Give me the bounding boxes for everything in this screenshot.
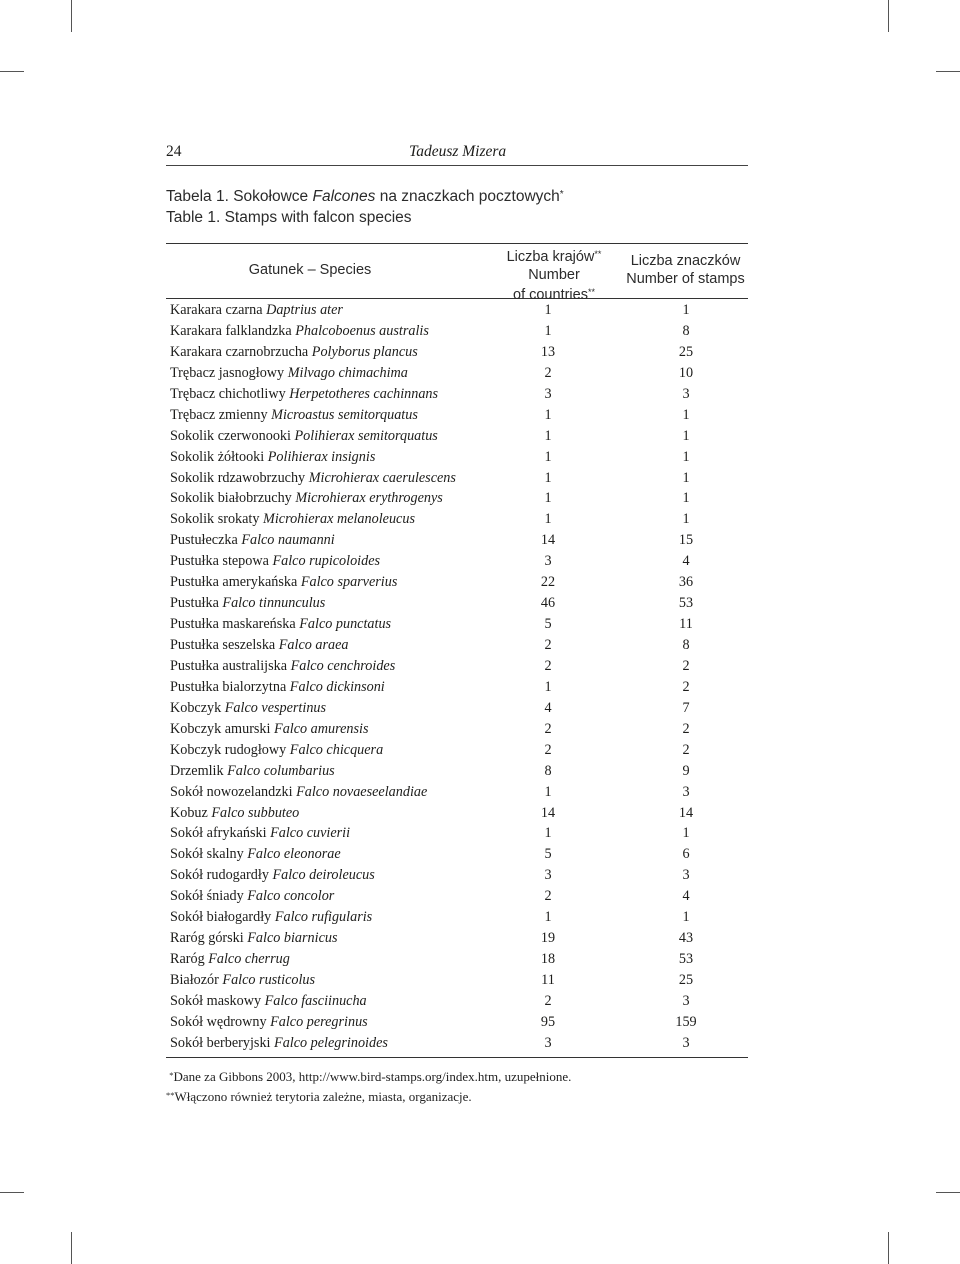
species-polish-name: Raróg górski [170,930,248,947]
stamps-count: 1 [682,825,690,842]
stamps-count: 53 [678,595,694,612]
stamps-count: 1 [682,406,690,423]
countries-count: 95 [540,1013,556,1030]
table-row [166,426,748,447]
crop-mark [888,0,889,32]
table-row [166,740,748,761]
stamps-count: 9 [682,762,690,779]
table-row [166,363,748,384]
species-latin-name: Microhierax melanoleucus [263,511,415,528]
species-name [170,321,429,342]
species-polish-name: Sokół wędrowny [170,1013,271,1030]
stamps-count: 8 [682,322,690,339]
species-latin-name: Microhierax erythrogenys [295,490,443,507]
crop-mark [936,1192,960,1193]
stamps-count: 4 [682,888,690,905]
countries-count: 3 [544,553,552,570]
species-name [170,1012,368,1033]
page-number: 24 [166,143,182,160]
table-row [166,991,748,1012]
stamps-count: 10 [678,364,694,381]
species-latin-name: Falco araea [278,637,349,653]
species-latin-name: Falco sparverius [300,574,398,591]
species-latin-name: Falco cuvierii [270,825,351,842]
table-row [166,530,748,551]
species-name [170,719,368,740]
species-name [170,426,438,447]
species-latin-name: Milvago chimachima [287,364,408,381]
countries-count: 1 [544,783,552,800]
stamps-count: 11 [679,616,693,633]
table-row [166,572,748,593]
species-polish-name: Sokół berberyjski [170,1034,275,1051]
species-name [170,1033,388,1054]
species-latin-name: Herpetotheres cachinnans [289,385,439,402]
species-polish-name: Kobczyk [170,699,225,716]
table-header [166,244,748,303]
species-name [170,970,315,991]
species-polish-name: Sokół afrykański [170,825,271,842]
countries-count: 1 [544,406,552,423]
countries-count: 1 [544,678,552,695]
footnote-1: *Dane za Gibbons 2003, http://www.bird-stamps.org/index.htm, uzupełnione. [169,1069,572,1084]
species-latin-name: Falco chicquera [289,741,384,758]
species-latin-name: Falco cherrug [208,951,290,968]
countries-count: 2 [544,637,552,653]
species-polish-name: Trębacz zmienny [170,406,272,423]
table-caption [166,184,564,228]
table-row [166,886,748,907]
species-polish-name: Sokół skalny [170,846,248,863]
species-latin-name: Falco rupicoloides [272,553,381,570]
caption-polish: Tabela 1. Sokołowce Falcones na znaczkach pocztowych* [166,188,564,205]
countries-count: 11 [541,972,555,988]
stamps-count: 4 [682,553,690,570]
table-row [166,656,748,677]
countries-count: 2 [544,720,552,737]
species-name [170,551,380,572]
countries-count: 22 [540,574,556,591]
table-row [166,593,748,614]
table-row [166,782,748,803]
table-row [166,719,748,740]
table-row [166,1033,748,1054]
countries-count: 4 [544,699,552,716]
table-row [166,928,748,949]
species-name [170,949,290,970]
species-polish-name: Sokolik żółtooki [170,448,268,465]
species-polish-name: Pustułka australijska [170,657,291,674]
species-latin-name: Falco rusticolus [222,972,316,988]
species-name [170,886,334,907]
species-latin-name: Falco columbarius [227,762,335,779]
species-polish-name: Karakara czarnobrzucha [170,343,312,360]
species-latin-name: Polihierax semitorquatus [294,427,438,444]
species-name [170,363,408,384]
table-row [166,1012,748,1033]
table-bottom-rule [166,1057,748,1058]
species-polish-name: Pustułka stepowa [170,553,273,570]
countries-count: 2 [544,364,552,381]
stamps-count: 1 [682,511,690,528]
crop-mark [0,71,24,72]
species-name [170,782,427,803]
falcon-stamps-table [166,243,748,1058]
countries-count: 3 [544,385,552,402]
stamps-count: 36 [678,574,694,591]
table-row [166,823,748,844]
crop-mark [936,71,960,72]
stamps-count: 7 [682,699,690,716]
stamps-count: 159 [675,1013,697,1030]
countries-count: 3 [544,867,552,884]
species-polish-name: Pustułka [170,595,223,612]
species-name [170,803,299,824]
species-latin-name: Falco deiroleucus [272,867,375,884]
table-row [166,614,748,635]
countries-count: 1 [544,469,552,486]
species-polish-name: Kobuz [170,804,212,821]
species-name [170,300,343,321]
stamps-count: 1 [682,909,690,926]
species-polish-name: Raróg [170,951,209,968]
countries-count: 14 [540,804,556,821]
species-polish-name: Sokół białogardły [170,909,275,926]
countries-count: 14 [540,532,556,549]
header-countries: Liczba krajów** Number of countries** [506,249,602,303]
countries-count: 1 [544,825,552,842]
species-latin-name: Falco subbuteo [211,804,300,821]
stamps-count: 53 [678,951,694,968]
species-latin-name: Falco eleonorae [247,846,341,863]
countries-count: 5 [544,616,552,633]
species-latin-name: Microastus semitorquatus [271,406,418,423]
species-name [170,405,418,426]
stamps-count: 43 [678,930,694,947]
species-polish-name: Sokół rudogardły [170,867,273,884]
species-polish-name: Kobczyk rudogłowy [170,741,290,758]
table-row [166,907,748,928]
species-name [170,572,397,593]
species-latin-name: Falco vespertinus [224,699,327,716]
species-latin-name: Falco fasciinucha [264,992,367,1009]
table-row [166,865,748,886]
species-latin-name: Falco biarnicus [247,930,338,947]
stamps-count: 15 [678,532,694,549]
species-latin-name: Polyborus plancus [311,343,418,360]
species-polish-name: Sokolik białobrzuchy [170,490,296,507]
countries-count: 8 [544,762,552,779]
table-row [166,844,748,865]
countries-count: 19 [540,930,556,947]
species-polish-name: Pustułeczka [170,532,242,549]
species-polish-name: Białozór [170,972,223,988]
species-name [170,656,395,677]
stamps-count: 25 [678,972,694,988]
species-name [170,928,338,949]
footnotes [166,1066,571,1106]
stamps-count: 1 [682,427,690,444]
countries-count: 2 [544,657,552,674]
stamps-count: 2 [682,657,690,674]
species-polish-name: Sokół maskowy [170,992,265,1009]
species-name [170,447,375,468]
table-row [166,970,748,991]
table-row [166,468,748,489]
caption-english: Table 1. Stamps with falcon species [166,209,412,226]
species-latin-name: Falco novaeseelandiae [296,783,428,800]
stamps-count: 1 [682,302,690,318]
countries-count: 2 [544,888,552,905]
species-name [170,509,415,530]
stamps-count: 3 [682,385,690,402]
species-name [170,384,438,405]
countries-count: 2 [544,741,552,758]
table-row [166,300,748,321]
species-latin-name: Falco dickinsoni [289,678,385,695]
table-row [166,677,748,698]
species-polish-name: Sokół śniady [170,888,248,905]
species-polish-name: Pustułka seszelska [170,637,279,653]
table-body [166,299,748,1054]
stamps-count: 3 [682,1034,690,1051]
stamps-count: 2 [682,678,690,695]
species-name [170,468,456,489]
species-name [170,740,383,761]
species-name [170,342,418,363]
species-name [170,677,385,698]
table-row [166,447,748,468]
stamps-count: 8 [682,637,690,653]
countries-count: 1 [544,302,552,318]
countries-count: 46 [540,595,556,612]
table-row [166,488,748,509]
stamps-count: 2 [682,720,690,737]
species-latin-name: Falco concolor [247,888,335,905]
countries-count: 3 [544,1034,552,1051]
countries-count: 2 [544,992,552,1009]
table-row [166,321,748,342]
countries-count: 1 [544,490,552,507]
species-latin-name: Phalcoboenus australis [295,322,429,339]
countries-count: 18 [540,951,556,968]
table-row [166,405,748,426]
species-latin-name: Falco pelegrinoides [274,1034,388,1051]
species-name [170,761,335,782]
species-polish-name: Sokół nowozelandzki [170,783,297,800]
species-name [170,907,372,928]
species-name [170,991,367,1012]
header-species: Gatunek – Species [248,262,372,278]
stamps-count: 1 [682,448,690,465]
countries-count: 5 [544,846,552,863]
stamps-count: 3 [682,992,690,1009]
countries-count: 13 [540,343,556,360]
species-latin-name: Falco tinnunculus [222,595,326,612]
species-polish-name: Karakara czarna [170,302,267,318]
species-polish-name: Drzemlik [170,762,228,779]
species-latin-name: Daptrius ater [266,302,343,318]
countries-count: 1 [544,427,552,444]
species-name [170,488,443,509]
header-stamps: Liczba znaczków Number of stamps [626,253,745,287]
species-name [170,530,335,551]
footnote-2: **Włączono również terytoria zależne, miasta, organizacje. [166,1089,472,1104]
table-row [166,635,748,656]
page-header [166,143,748,163]
table-row [166,949,748,970]
crop-mark [71,0,72,32]
stamps-count: 3 [682,783,690,800]
table-row [166,342,748,363]
stamps-count: 3 [682,867,690,884]
species-latin-name: Falco peregrinus [270,1013,368,1030]
table-row [166,803,748,824]
header-rule [166,165,748,166]
species-name [170,865,375,886]
species-latin-name: Falco amurensis [274,720,369,737]
running-head: Tadeusz Mizera [409,143,507,160]
species-polish-name: Sokolik rdzawobrzuchy [170,469,309,486]
species-polish-name: Trębacz jasnogłowy [170,364,288,381]
countries-count: 1 [544,909,552,926]
table-row [166,761,748,782]
species-latin-name: Polihierax insignis [267,448,376,465]
table-row [166,551,748,572]
species-name [170,823,350,844]
crop-mark [71,1232,72,1264]
species-name [170,844,341,865]
species-polish-name: Karakara falklandzka [170,322,296,339]
stamps-count: 25 [678,343,694,360]
species-name [170,593,325,614]
crop-mark [0,1192,24,1193]
species-polish-name: Trębacz chichotliwy [170,385,290,402]
species-latin-name: Falco rufigularis [274,909,373,926]
species-latin-name: Microhierax caerulescens [308,469,456,486]
species-latin-name: Falco naumanni [241,532,335,549]
stamps-count: 2 [682,741,690,758]
crop-mark [888,1232,889,1264]
species-polish-name: Pustułka bialorzytna [170,678,290,695]
table-row [166,384,748,405]
stamps-count: 1 [682,469,690,486]
countries-count: 1 [544,322,552,339]
species-polish-name: Sokolik czerwonooki [170,427,295,444]
stamps-count: 14 [678,804,694,821]
table-row [166,698,748,719]
species-latin-name: Falco punctatus [299,616,392,633]
species-name [170,635,349,656]
species-name [170,698,326,719]
species-polish-name: Pustułka amerykańska [170,574,301,591]
countries-count: 1 [544,511,552,528]
countries-count: 1 [544,448,552,465]
species-name [170,614,391,635]
species-polish-name: Kobczyk amurski [170,720,275,737]
stamps-count: 1 [682,490,690,507]
table-row [166,509,748,530]
stamps-count: 6 [682,846,690,863]
species-polish-name: Sokolik srokaty [170,511,264,528]
species-polish-name: Pustułka maskareńska [170,616,300,633]
species-latin-name: Falco cenchroides [290,657,396,674]
